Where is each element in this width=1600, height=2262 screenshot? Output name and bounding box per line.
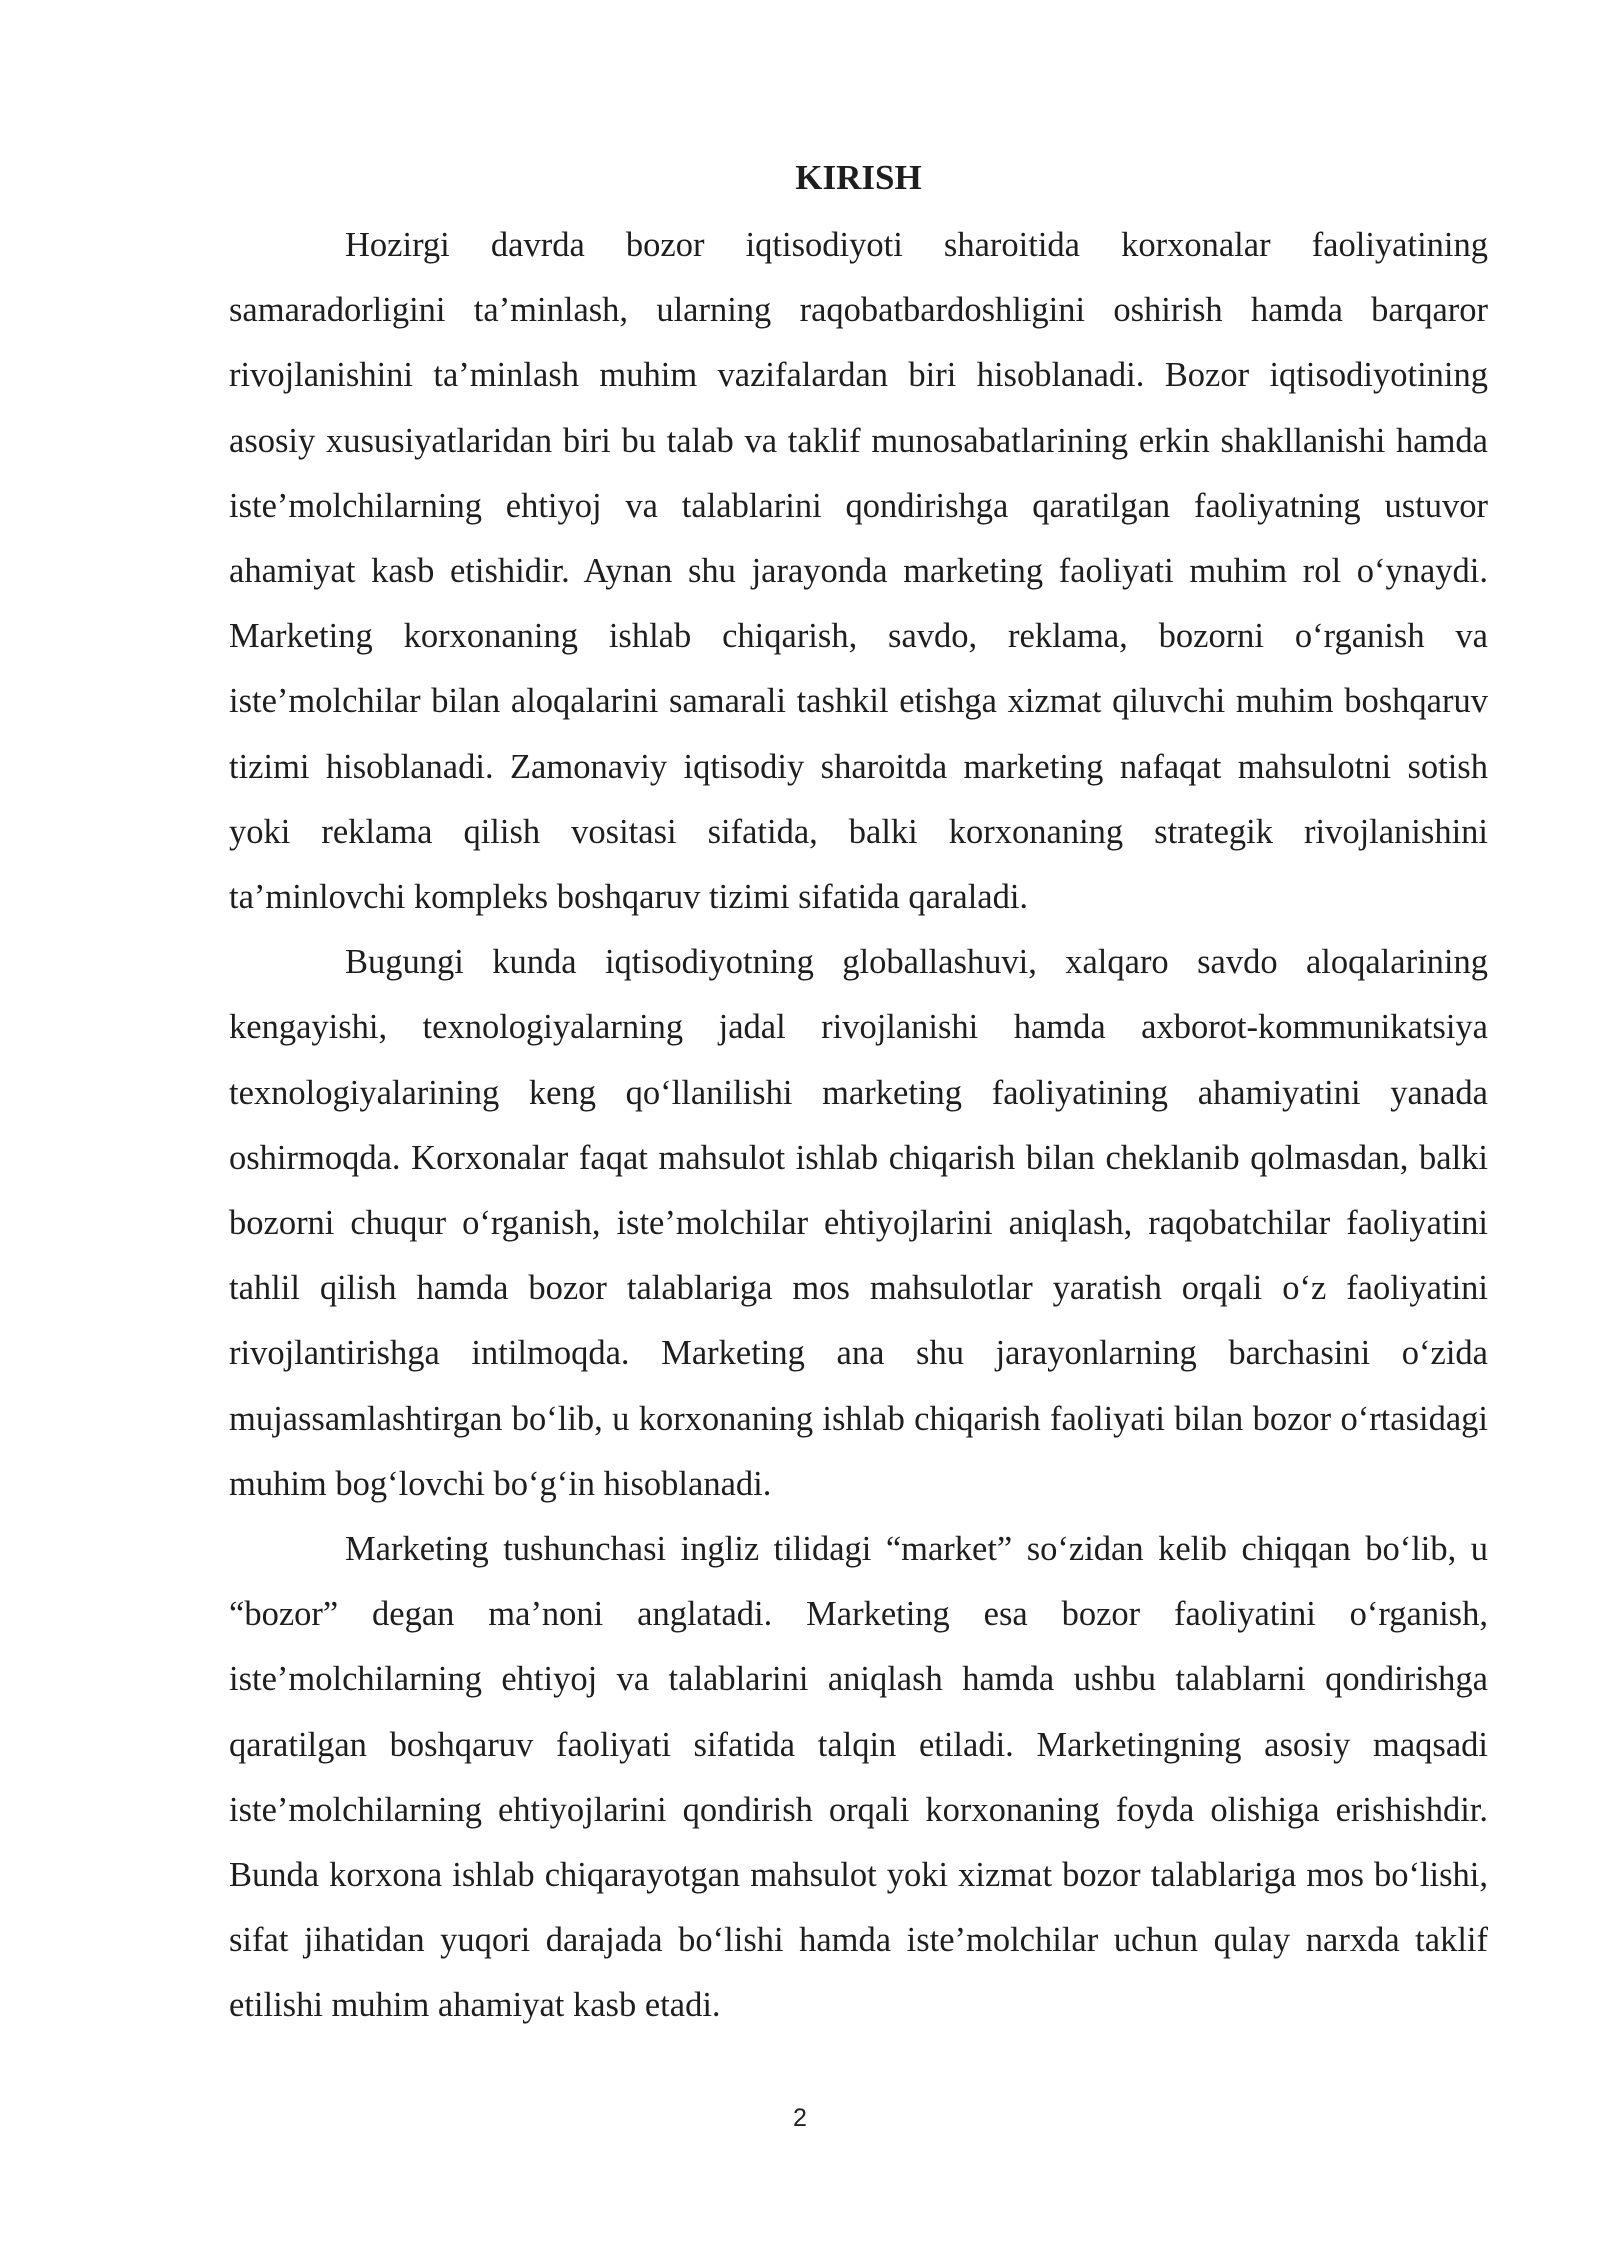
paragraph-3: Marketing tushunchasi ingliz tilidagi “market” so‘zidan kelib chiqqan bo‘lib, u “bozor” degan ma’noni anglatadi. Marketing esa bozor faoliyatini o‘rganish, iste’molchilarning ehtiyoj va talablarini aniqlash hamda ushbu talablarni qondirishga qaratilgan boshqaruv faoliyati sifatida talqin etiladi. Marketingning asosiy maqsadi iste’molchilarning ehtiyojlarini qondirish orqali korxonaning foyda olishiga erishishdir. Bunda korxona ishlab chiqarayotgan mahsulot yoki xizmat bozor talablariga mos bo‘lishi, sifat jihatidan yuqori darajada bo‘lishi hamda iste’molchilar uchun qulay narxda taklif etilishi muhim ahamiyat kasb etadi. (229, 1530, 1488, 2025)
paragraph-1: Hozirgi davrda bozor iqtisodiyoti sharoitida korxonalar faoliyatining samaradorligini ta’minlash, ularning raqobatbardoshligini oshirish hamda barqaror rivojlanishini ta’minlash muhim vazifalardan biri hisoblanadi. Bozor iqtisodiyotining asosiy xususiyatlaridan biri bu talab va taklif munosabatlarining erkin shakllanishi hamda iste’molchilarning ehtiyoj va talablarini qondirishga qaratilgan faoliyatning ustuvor ahamiyat kasb etishidir. Aynan shu jarayonda marketing faoliyati muhim rol o‘ynaydi. Marketing korxonaning ishlab chiqarish, savdo, reklama, bozorni o‘rganish va iste’molchilar bilan aloqalarini samarali tashkil etishga xizmat qiluvchi muhim boshqaruv tizimi hisoblanadi. Zamonaviy iqtisodiy sharoitda marketing nafaqat mahsulotni sotish yoki reklama qilish vositasi sifatida, balki korxonaning strategik rivojlanishini ta’minlovchi kompleks boshqaruv tizimi sifatida qaraladi. (229, 226, 1488, 917)
page-number: 2 (793, 2104, 807, 2132)
page-title: KIRISH (795, 158, 922, 197)
page-body (229, 148, 1488, 2039)
paragraph-2: Bugungi kunda iqtisodiyotning globallashuvi, xalqaro savdo aloqalarining kengayishi, texnologiyalarning jadal rivojlanishi hamda axborot-kommunikatsiya texnologiyalarining keng qo‘llanilishi marketing faoliyatining ahamiyatini yanada oshirmoqda. Korxonalar faqat mahsulot ishlab chiqarish bilan cheklanib qolmasdan, balki bozorni chuqur o‘rganish, iste’molchilar ehtiyojlarini aniqlash, raqobatchilar faoliyatini tahlil qilish hamda bozor talablariga mos mahsulotlar yaratish orqali o‘z faoliyatini rivojlantirishga intilmoqda. Marketing ana shu jarayonlarning barchasini o‘zida mujassamlashtirgan bo‘lib, u korxonaning ishlab chiqarish faoliyati bilan bozor o‘rtasidagi muhim bog‘lovchi bo‘g‘in hisoblanadi. (229, 943, 1488, 1503)
